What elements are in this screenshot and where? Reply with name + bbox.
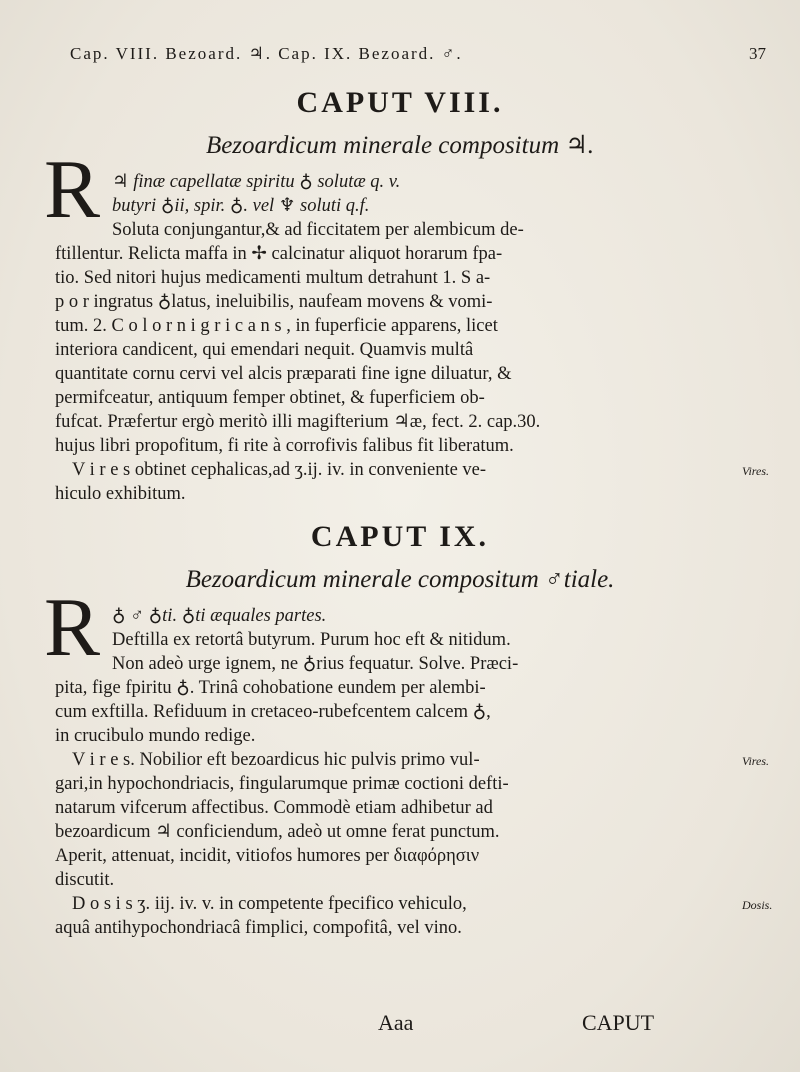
chapter-8-dropcap: R: [44, 143, 101, 236]
chapter-8-subtitle: Bezoardicum minerale compositum ♃.: [205, 132, 595, 159]
text-line: hujus libri propofitum, fi rite à corrofivis falibus fit liberatum.: [55, 436, 514, 456]
text-line: tum. 2. C o l o r n i g r i c a n s , in fuperficie apparens, licet: [55, 316, 498, 336]
chapter-9-subtitle: Bezoardicum minerale compositum ♂tiale.: [185, 566, 615, 593]
chapter-9-title: CAPUT IX.: [310, 520, 490, 553]
text-line: Aperit, attenuat, incidit, vitiofos humores per διαφόρησιν: [55, 846, 480, 866]
text-line: in crucibulo mundo redige.: [55, 726, 256, 746]
text-line: V i r e s obtinet cephalicas,ad ʒ.ij. iv. in conveniente ve-: [72, 460, 487, 480]
margin-note-vires: Vires.: [742, 754, 769, 768]
text-line: natarum vifcerum affectibus. Commodè etiam adhibetur ad: [55, 798, 493, 818]
text-line: aquâ antihypochondriacâ fimplici, compofitâ, vel vino.: [55, 918, 462, 938]
running-head-text: Cap. VIII. Bezoard. ♃. Cap. IX. Bezoard. ♂.: [70, 44, 463, 63]
text-line: V i r e s. Nobilior eft bezoardicus hic pulvis primo vul-: [72, 750, 480, 770]
text-line: interiora candicent, qui emendari nequit. Quamvis multâ: [55, 340, 474, 360]
text-line: ♃ finæ capellatæ spiritu ♁ solutæ q. v.: [112, 172, 401, 192]
text-line: cum exftilla. Refiduum in cretaceo-rubefcentem calcem ♁,: [55, 702, 491, 722]
text-line: p o r ingratus ♁latus, ineluibilis, naufeam movens & vomi-: [55, 292, 493, 312]
chapter-9-dropcap: R: [44, 581, 101, 674]
text-line: Deftilla ex retortâ butyrum. Purum hoc eft & nitidum.: [112, 630, 511, 650]
text-line: discutit.: [55, 870, 115, 890]
text-line: Soluta conjungantur,& ad ficcitatem per alembicum de-: [112, 220, 524, 240]
text-line: butyri ♁ii, spir. ♁. vel ♆ soluti q.f.: [112, 196, 370, 216]
text-line: gari,in hypochondriacis, fingularumque primæ coctioni defti-: [55, 774, 509, 794]
chapter-8-title: CAPUT VIII.: [296, 86, 504, 119]
text-line: ftillentur. Relicta maffa in ✢ calcinatur aliquot horarum fpa-: [55, 244, 503, 264]
text-line: Non adeò urge ignem, ne ♁rius fequatur. Solve. Præci-: [112, 654, 519, 674]
text-line: tio. Sed nitori hujus medicamenti multum detrahunt 1. S a-: [55, 268, 491, 288]
text-line: fufcat. Præfertur ergò meritò illi magifterium ♃æ, fect. 2. cap.30.: [55, 412, 541, 432]
text-line: ♁ ♂ ♁ti. ♁ti æquales partes.: [112, 606, 327, 626]
running-head: [70, 44, 770, 64]
margin-note-vires: Vires.: [742, 464, 769, 478]
text-line: hiculo exhibitum.: [55, 484, 186, 504]
catchword: CAPUT: [582, 1010, 655, 1035]
text-line: quantitate cornu cervi vel alcis præparati fine igne diluatur, &: [55, 364, 512, 384]
page-number: 37: [749, 44, 766, 63]
text-line: D o s i s ʒ. iij. iv. v. in competente fpecifico vehiculo,: [72, 894, 467, 914]
text-line: bezoardicum ♃ conficiendum, adeò ut omne ferat punctum.: [55, 822, 500, 842]
text-line: permifceatur, antiquum femper obtinet, & fuperficiem ob-: [55, 388, 485, 408]
text-line: pita, fige fpiritu ♁. Trinâ cohobatione eundem per alembi-: [55, 678, 486, 698]
margin-note-dosis: Dosis.: [742, 898, 773, 912]
signature-mark: Aaa: [378, 1010, 414, 1035]
